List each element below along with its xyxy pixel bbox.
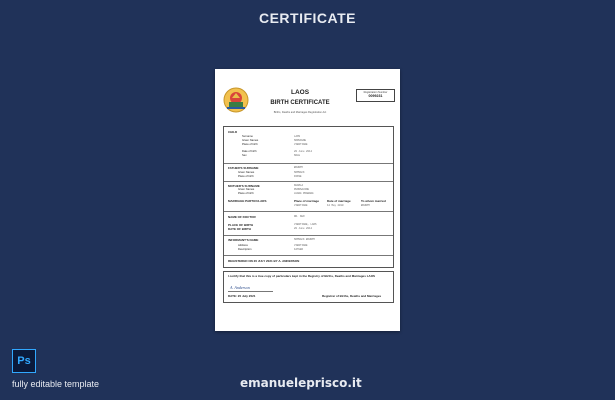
child-dob-value: 20 June 2014 xyxy=(294,150,313,153)
father-given-value: SOMSACK xyxy=(294,171,305,174)
child-pob-value: VIENTIANE xyxy=(294,143,308,146)
child-heading: CHILD xyxy=(228,130,238,134)
registration-number: 0099231 xyxy=(368,94,383,98)
child-pob-label: Place of birth xyxy=(242,143,258,146)
informant-heading: INFORMANT'S NAME xyxy=(228,238,259,242)
child-sex-label: Sex xyxy=(242,154,247,157)
marriage-date-value: 12 May 2010 xyxy=(327,204,344,207)
father-pob-value: PAKSE xyxy=(294,175,302,178)
photoshop-icon: Ps xyxy=(12,349,36,373)
laos-emblem-icon xyxy=(223,87,249,113)
signature: A. Anderson xyxy=(230,285,250,290)
informant-value: SOMSACK BOUNMY xyxy=(294,238,316,241)
date-of-birth-heading: DATE OF BIRTH xyxy=(228,227,251,231)
child-given-value: SOPHIENE xyxy=(294,139,307,142)
place-of-birth-value: VIENTIANE, LAOS xyxy=(294,223,317,226)
document-title: BIRTH CERTIFICATE xyxy=(270,100,330,106)
divider xyxy=(224,163,393,164)
date-of-birth-value: 20 June 2014 xyxy=(294,227,313,230)
mother-pob-value: LUANG PRABANG xyxy=(294,192,314,195)
certify-text: I certify that this is a true copy of particulars kept in the Registry of Births, Deaths and Marriages LAOS xyxy=(228,274,376,278)
child-surname-value: LAOS xyxy=(294,135,301,138)
document-subtitle: Births, Deaths and Marriages Registration Act xyxy=(273,111,327,114)
registrar-title: Registrar of Births, Deaths and Marriages xyxy=(322,294,382,298)
informant-address-value: VIENTIANE xyxy=(294,244,308,247)
child-sex-value: MALE xyxy=(294,154,301,157)
informant-address-label: Address xyxy=(238,244,248,247)
informant-description-value: FATHER xyxy=(294,248,304,251)
child-dob-label: Date of birth xyxy=(242,150,257,153)
mother-pob-label: Place of birth xyxy=(238,192,254,195)
mother-given-value: PHONSAVANH xyxy=(294,188,310,191)
birth-certificate-document xyxy=(215,69,400,331)
divider xyxy=(224,255,393,256)
marriage-place-header: Place of marriage xyxy=(294,199,320,203)
editable-caption: fully editable template xyxy=(12,379,100,389)
certification-box xyxy=(223,271,394,303)
marriage-heading: MARRIAGE PARTICULARS xyxy=(228,199,267,203)
child-given-label: Given Names xyxy=(242,139,259,142)
marriage-whom-value: BOUNMY xyxy=(361,204,371,207)
mother-heading: MOTHER'S SURNAME xyxy=(228,184,260,188)
registration-label: Registration Number xyxy=(363,91,388,94)
marriage-whom-header: To whom married xyxy=(361,199,386,203)
particulars-table xyxy=(223,126,394,268)
divider xyxy=(224,181,393,182)
divider xyxy=(224,235,393,236)
divider xyxy=(224,211,393,212)
doctor-heading: NAME OF DOCTOR xyxy=(228,215,256,219)
father-given-label: Given Names xyxy=(238,171,255,174)
marriage-date-header: Date of marriage xyxy=(327,199,351,203)
signature-line xyxy=(228,291,273,292)
registered-line: REGISTERED ON 20 JULY 2021 BY A. ANDERSON xyxy=(228,259,300,263)
place-of-birth-heading: PLACE OF BIRTH xyxy=(228,223,254,227)
marriage-place-value: VIENTIANE xyxy=(294,204,308,207)
mother-surname-value: KHAMLA xyxy=(294,184,304,187)
child-surname-label: Surname xyxy=(242,135,253,138)
document-country: LAOS xyxy=(290,89,310,96)
mother-given-label: Given Names xyxy=(238,188,255,191)
doctor-value: DR. KEO xyxy=(294,215,305,218)
father-heading: FATHER'S SURNAME xyxy=(228,166,259,170)
brand-name: emanueleprisco.it xyxy=(240,376,362,390)
informant-description-label: Description xyxy=(238,248,252,251)
certificate-date: DATE: 20 July 2021 xyxy=(228,294,256,298)
registration-number-box xyxy=(356,89,395,102)
father-surname-value: BOUNMY xyxy=(294,166,304,169)
page-title: CERTIFICATE xyxy=(258,10,356,26)
father-pob-label: Place of birth xyxy=(238,175,254,178)
